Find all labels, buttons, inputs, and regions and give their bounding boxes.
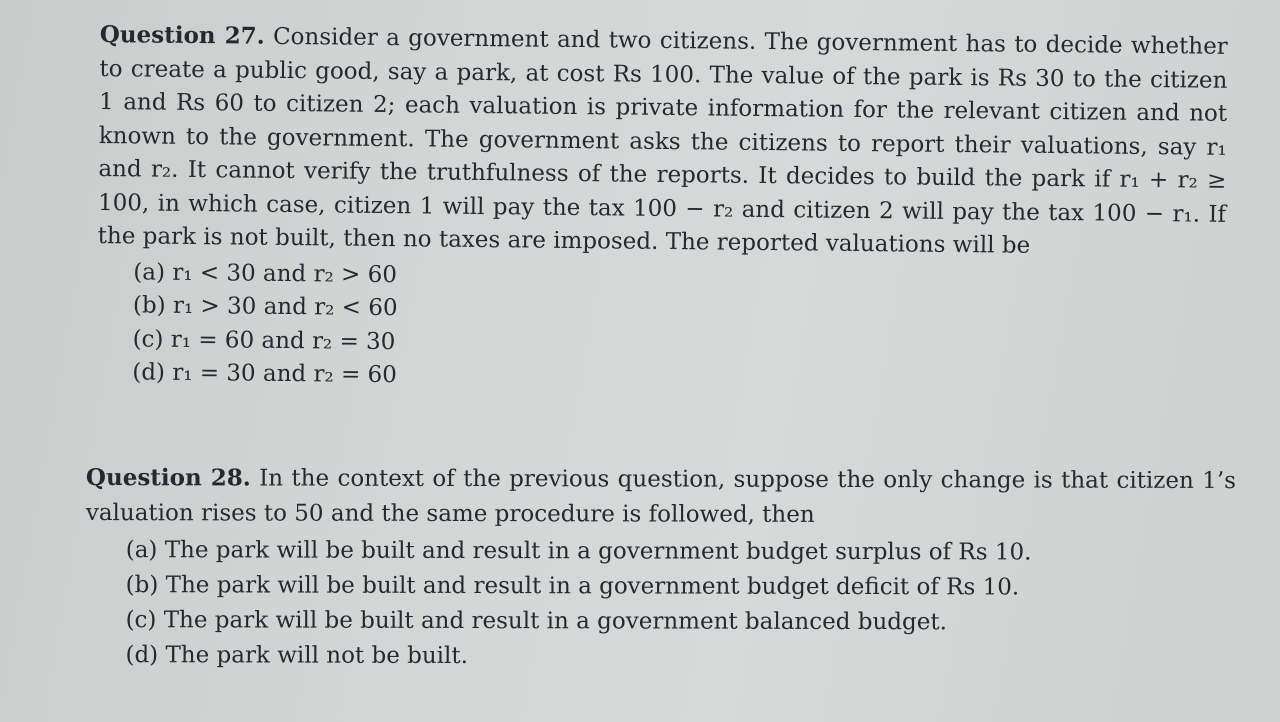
question-28-option-d: (d) The park will not be built. (125, 642, 468, 670)
question-28-option-b: (b) The park will be built and result in a government budget deficit of Rs 10. (125, 572, 1020, 601)
question-28-option-c: (c) The park will be built and result in a government balanced budget. (125, 607, 947, 636)
question-27 (96, 18, 1228, 401)
question-27-label: Question 27. (99, 20, 265, 50)
question-28-text (86, 460, 1236, 534)
question-27-option-d: (d) r₁ = 30 and r₂ = 60 (132, 359, 398, 389)
question-28-option-a: (a) The park will be built and result in a government budget surplus of Rs 10. (125, 537, 1032, 566)
question-27-body: Consider a government and two citizens. The government has to decide whether to create a public good, say a park, at cost Rs 100. The value of the park is Rs 30 to the citizen 1 and Rs 60 to citizen 2; each valuation is private information for the relevant citizen and not known to the government. The government asks the citizens to report their valuations, say r₁ and r₂. It cannot verify the truthfulness of the reports. It decides to build the park if r₁ + r₂ ≥ 100, in which case, citizen 1 will pay the tax 100 − r₂ and citizen 2 will pay the tax 100 − r₁. If the park is not built, then no taxes are imposed. The reported valuations will be (97, 23, 1228, 259)
question-28-body: In the context of the previous question, suppose the only change is that citizen 1’s valuation rises to 50 and the same procedure is followed, then (85, 465, 1236, 528)
question-27-option-b: (b) r₁ > 30 and r₂ < 60 (132, 292, 398, 322)
question-27-text (98, 18, 1228, 265)
question-27-option-c: (c) r₁ = 60 and r₂ = 30 (132, 325, 396, 355)
question-28-label: Question 28. (85, 464, 251, 492)
question-27-option-a: (a) r₁ < 30 and r₂ > 60 (133, 258, 398, 288)
question-28-options (125, 533, 1235, 676)
question-27-options (132, 256, 1225, 401)
question-28 (85, 460, 1236, 676)
